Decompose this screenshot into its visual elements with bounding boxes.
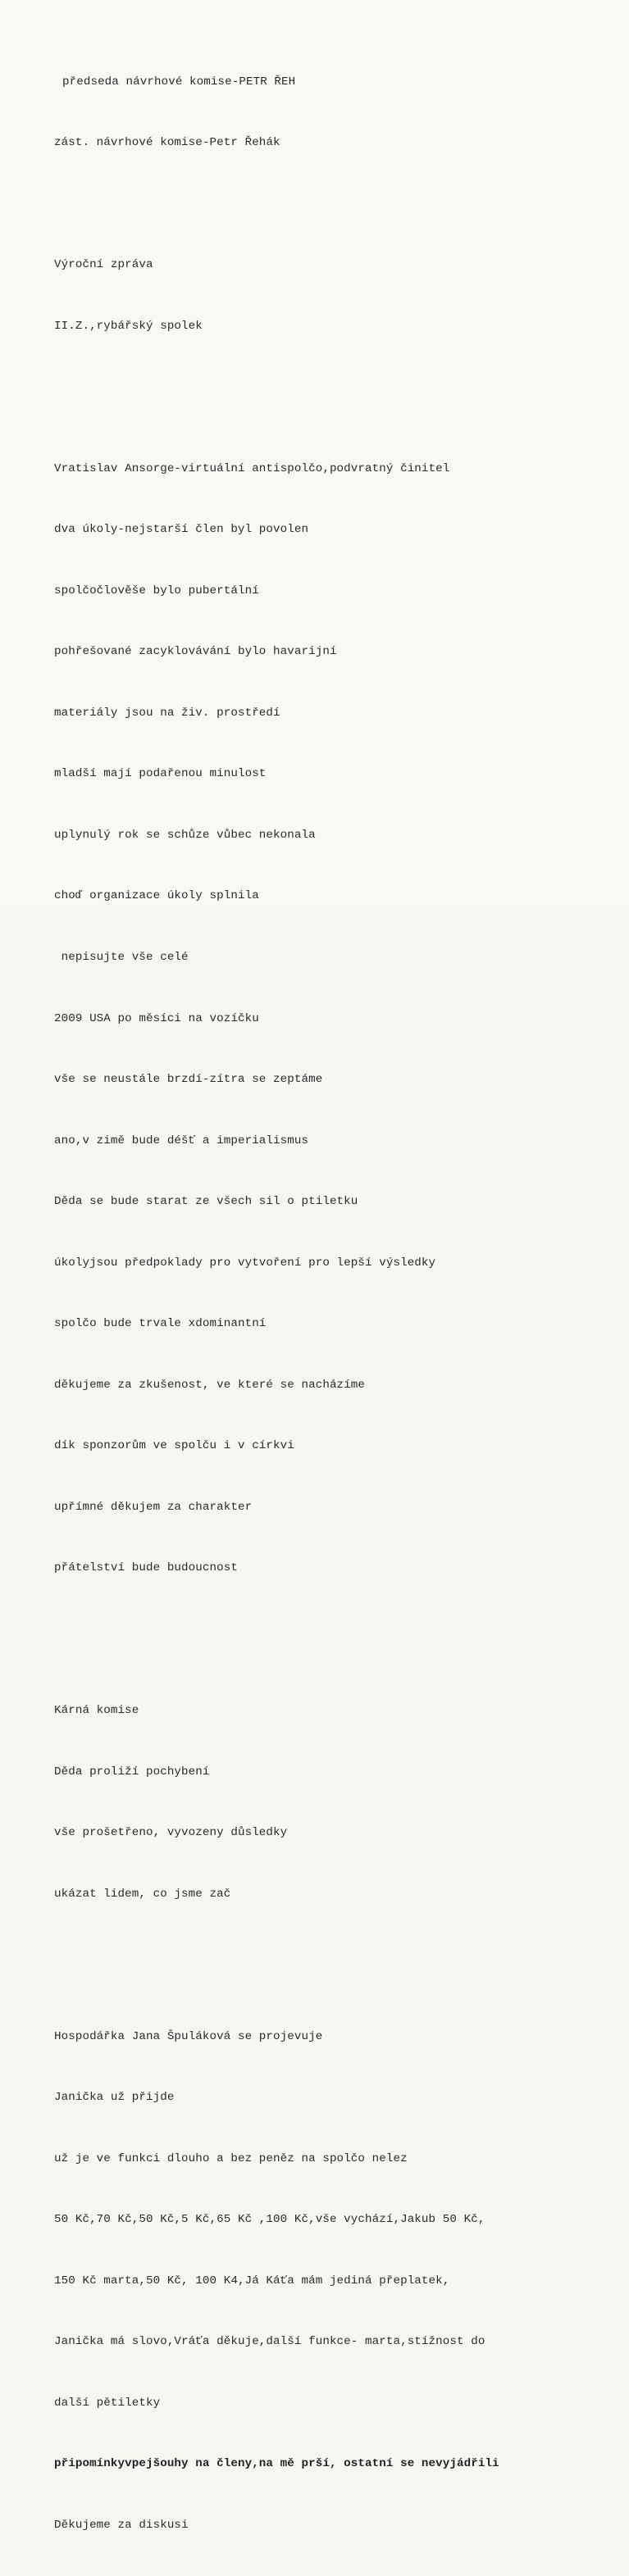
section3-line: 50 Kč,70 Kč,50 Kč,5 Kč,65 Kč ,100 Kč,vše vychází,Jakub 50 Kč, [54, 2213, 485, 2227]
section1-line: Děda se bude starat ze všech sil o ptiletku [54, 1195, 358, 1209]
section3-line: 150 Kč marta,50 Kč, 100 K4,Já Káťa mám jediná přeplatek, [54, 2274, 450, 2288]
section1-line: vše se neustále brzdí-zítra se zeptáme [54, 1073, 323, 1087]
section1-line: upřímné děkujem za charakter [54, 1500, 253, 1514]
section1-line: spolčo bude trvale xdominantní [54, 1317, 267, 1331]
section1-line: děkujeme za zkušenost, ve které se nacházíme [54, 1378, 366, 1392]
section3-line: další pětiletky [54, 2396, 161, 2410]
section2-line: vše prošetřeno, vyvozeny důsledky [54, 1826, 288, 1840]
section1-line: nepisujte vše celé [54, 950, 189, 964]
section3-line: Janička má slovo,Vráťa děkuje,další funkce- marta,stížnost do [54, 2335, 485, 2349]
section1-line: Vratislav Ansorge-virtuální antispolčo,podvratný činitel [54, 461, 450, 475]
section1-line: dva úkoly-nejstarší člen byl povolen [54, 523, 309, 537]
section1-line: mladší mají podařenou minulost [54, 767, 267, 781]
section1-line: přátelství bude budoucnost [54, 1561, 238, 1575]
section3-line: Děkujeme za diskusi [54, 2518, 189, 2532]
blank-line [54, 377, 620, 398]
section3-line: už je ve funkci dlouho a bez peněz na spolčo nelez [54, 2151, 408, 2165]
section1-line: úkolyjsou předpoklady pro vytvoření pro lepší výsledky [54, 1256, 436, 1270]
header-deputy-line: zást. návrhové komise-Petr Řehák [54, 136, 280, 150]
section1-line: 2009 USA po měsíci na vozíčku [54, 1011, 259, 1025]
section2-line: ukázat lidem, co jsme zač [54, 1887, 231, 1901]
section2-heading: Kárná komise [54, 1704, 139, 1718]
header-chair-line: předseda návrhové komise-PETR ŘEH [62, 75, 296, 89]
section1-line: choď organizace úkoly splnila [54, 889, 259, 903]
section3-heading: Hospodářka Jana Špuláková se projevuje [54, 2029, 323, 2043]
section1-line: ano,v zimě bude déšť a imperialismus [54, 1134, 309, 1147]
section1-line: dík sponzorům ve spolču i v církvi [54, 1439, 294, 1453]
typed-text-block [54, 31, 620, 2576]
section1-line: spolčočlověše bylo pubertální [54, 584, 259, 597]
section2-line: Děda proliží pochybení [54, 1765, 210, 1779]
section3-line: Janička už přijde [54, 2091, 175, 2105]
blank-line [54, 194, 620, 215]
blank-line [54, 1620, 620, 1640]
report-title: Výroční zpráva [54, 258, 153, 272]
section1-line: uplynulý rok se schůze vůbec nekonala [54, 828, 316, 842]
report-subtitle: II.Z.,rybářský spolek [54, 319, 203, 333]
section3-overstruck-line: připomínkyvpejšouhy na členy,na mě prší, ostatní se nevyjádřili [54, 2457, 499, 2471]
blank-line [54, 1945, 620, 1965]
section1-line: materiály jsou na živ. prostředí [54, 706, 280, 720]
section1-line: pohřešované zacyklovávání bylo havarijní [54, 645, 337, 659]
